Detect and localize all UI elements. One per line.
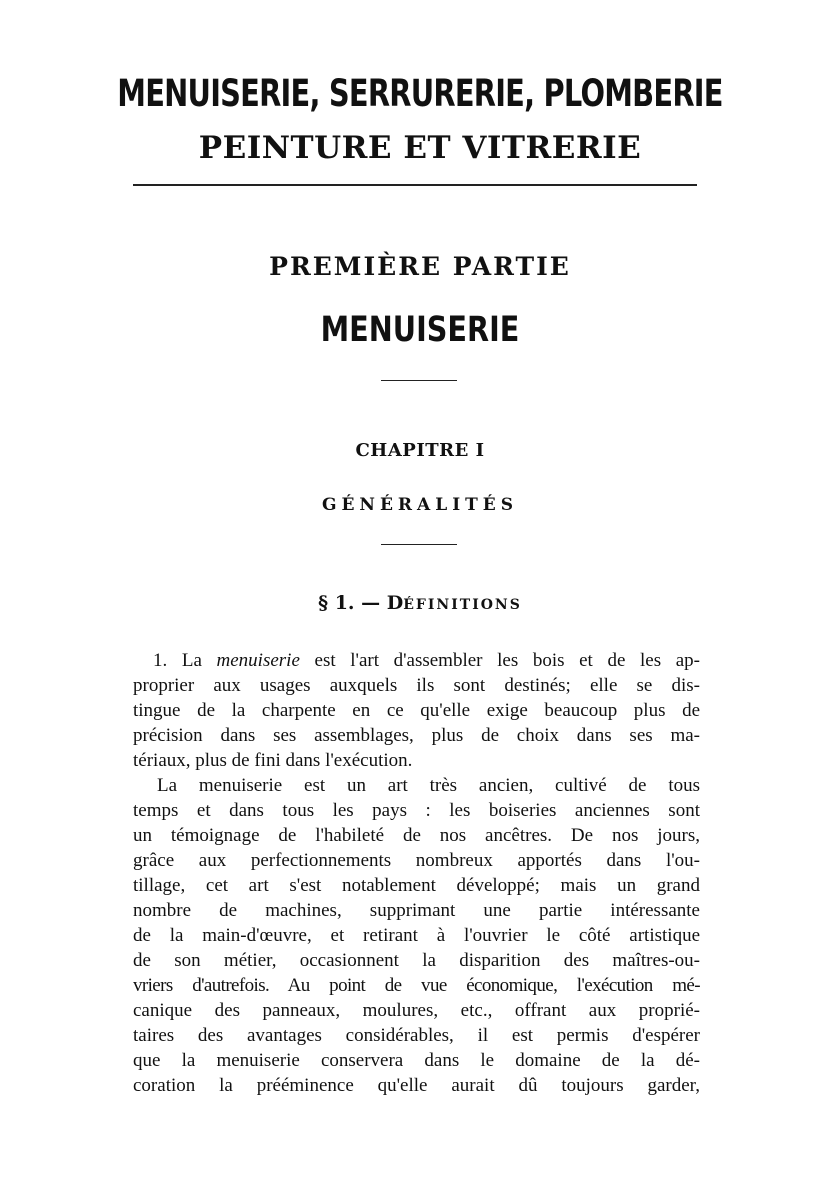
text-line: 1. La menuiserie est l'art d'assembler les bois et de les ap- [153, 650, 700, 671]
text-line: que la menuiserie conservera dans le domaine de la dé- [133, 1050, 700, 1071]
text-line: La menuiserie est un art très ancien, cultivé de tous [157, 775, 700, 796]
text-line: proprier aux usages auxquels ils sont destinés; elle se dis- [133, 675, 700, 696]
chapter-label: CHAPITRE I [355, 440, 485, 461]
part-label: PREMIÈRE PARTIE [269, 252, 571, 281]
section-rest: ÉFINITIONS [403, 597, 522, 613]
section-number: § 1. — [318, 592, 387, 614]
text-line: tillage, cet art s'est notablement développé; mais un grand [133, 875, 700, 896]
text-line: temps et dans tous les pays : les boiseries anciennes sont [133, 800, 700, 821]
body-text [133, 648, 700, 1098]
text-line: nombre de machines, supprimant une partie intéressante [133, 900, 700, 921]
book-title-line-1: MENUISERIE, SERRURERIE, PLOMBERIE [117, 72, 723, 115]
section-heading [0, 592, 840, 614]
text-line: taires des avantages considérables, il est permis d'espérer [133, 1025, 700, 1046]
divider-rule [381, 544, 457, 545]
part-title: MENUISERIE [320, 310, 520, 350]
text-line: de la main-d'œuvre, et retirant à l'ouvrier le côté artistique [133, 925, 700, 946]
divider-rule [381, 380, 457, 381]
text-line: vriers d'autrefois. Au point de vue économique, l'exécution mé- [133, 975, 700, 996]
text-line: tingue de la charpente en ce qu'elle exige beaucoup plus de [133, 700, 700, 721]
section-first-letter: D [386, 592, 404, 614]
text-line: de son métier, occasionnent la disparition des maîtres-ou- [133, 950, 700, 971]
book-title-line-2: PEINTURE ET VITRERIE [198, 130, 642, 166]
header-rule [133, 184, 697, 186]
text-line: coration la prééminence qu'elle aurait dû toujours garder, [133, 1075, 700, 1096]
chapter-title: GÉNÉRALITÉS [321, 495, 519, 515]
text-line: précision dans ses assemblages, plus de choix dans ses ma- [133, 725, 700, 746]
text-line: canique des panneaux, moulures, etc., offrant aux proprié- [133, 1000, 700, 1021]
text-line: grâce aux perfectionnements nombreux apportés dans l'ou- [133, 850, 700, 871]
text-line: tériaux, plus de fini dans l'exécution. [133, 750, 413, 771]
text-line: un témoignage de l'habileté de nos ancêtres. De nos jours, [133, 825, 700, 846]
emphasis: menuiserie [216, 650, 300, 671]
